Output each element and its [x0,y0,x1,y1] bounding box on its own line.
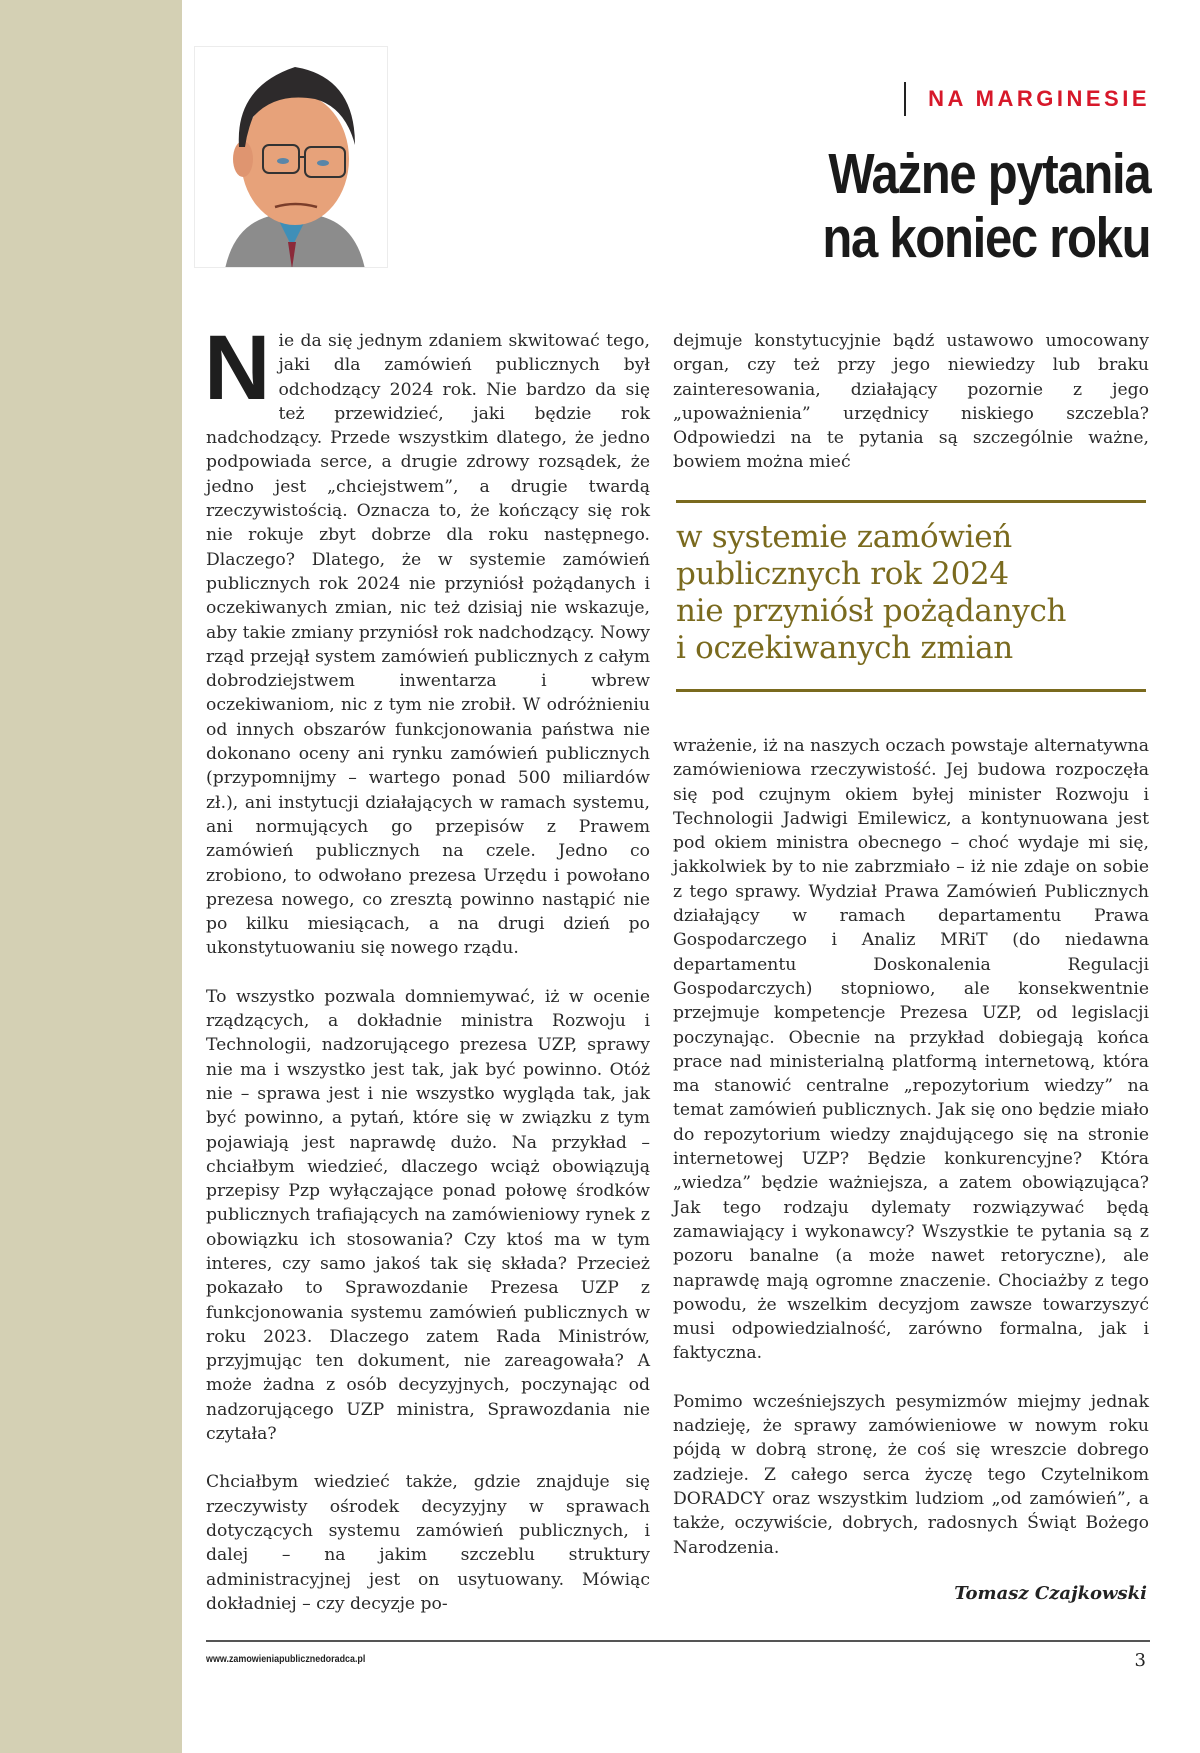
pull-quote-line: i oczekiwanych zmian [676,630,1013,666]
footer-website-link[interactable]: www.zamowieniapublicznedoradca.pl [206,1653,366,1665]
paragraph-1-text: ie da się jednym zdaniem skwitować tego, jaki dla zamówień publicznych był odchodzący 2024 rok. Nie bardzo da się też przewidzieć, jaki będzie rok nadchodzący. Przede wszystkim dlatego, że jedno podpowiada serce, a drugie zdrowy rozsądek, że jedno jest „chciejstwem”, a drugie twardą rzeczywistością. Oznacza to, że kończący się rok nie rokuje zbyt dobrze dla roku następnego. Dlaczego? Dlatego, że w systemie zamówień publicznych rok 2024 nie przyniósł pożądanych i oczekiwanych zmian, nic też dzisiaj nie wskazuje, aby takie zmiany przyniósł rok nadchodzący. Nowy rząd przejął system zamówień publicznych z całym dobrodziejstwem inwentarza i wbrew oczekiwaniom, nic z tym nie zrobił. W odróżnieniu od innych obszarów funkcjonowania państwa nie dokonano oceny ani rynku zamówień publicznych (przypomnijmy – wartego ponad 500 miliardów zł.), ani instytucji działających w ramach systemu, ani normujących go przepisów z Prawem zamówień publicznych na czele. Jedno co zrobiono, to odwołano prezesa Urzędu i powołano prezesa nowego, co zresztą powinno nastąpić nie po kilku miesiącach, a na drugi dzień po ukonstytuowaniu się nowego rządu. [206,331,650,959]
author-caricature-icon [195,47,388,268]
footer-divider [206,1640,1150,1642]
article-column-1 [204,317,650,1640]
side-color-band [0,0,182,1753]
article-title [822,142,1150,270]
pull-quote-line: nie przyniósł pożądanych [676,593,1067,629]
pull-quote-line: w systemie zamówień [676,519,1012,555]
paragraph-3: Chciałbym wiedzieć także, gdzie znajduje się rzeczywisty ośrodek decyzyjny w sprawach dotyczących systemu zamówień publicznych, i dalej – na jakim szczeblu struktury administracyjnej jest on usytuowany. Mówiąc dokładniej – czy decyzje po- [206,1472,650,1614]
pull-quote [676,500,1146,692]
pull-quote-bottom-rule [676,689,1146,692]
paragraph-5: Pomimo wcześniejszych pesymizmów miejmy jednak nadzieję, że sprawy zamówieniowe w nowym roku pójdą w dobrą stronę, że coś się wreszcie dobrego zadzieje. Z całego serca życzę tego Czytelnikom DORADCY oraz wszystkim ludziom „od zamówień”, a także, oczywiście, dobrych, radosnych Świąt Bożego Narodzenia. [673,1391,1149,1558]
title-line-1: Ważne pytania [828,142,1150,206]
pull-quote-text [676,503,1146,689]
pull-quote-line: publicznych rok 2024 [676,556,1009,592]
section-label: NA MARGINESIE [928,86,1150,111]
paragraph-1 [204,317,650,961]
paragraph-4: wrażenie, iż na naszych oczach powstaje alternatywna zamówieniowa rzeczywistość. Jej budowa rozpoczęła się pod czujnym okiem byłej minister Rozwoju i Technologii Jadwigi Emilewicz, a kontynuowana jest pod okiem ministra obecnego – choć wydaje mi się, jakkolwiek by to nie zabrzmiało – iż nie zdaje on sobie z tego sprawy. Wydział Prawa Zamówień Publicznych działający w ramach departamentu Prawa Gospodarczego i Analiz MRiT (do niedawna departamentu Doskonalenia Regulacji Gospodarczych) stopniowo, ale konsekwentnie przejmuje kompetencje Prezesa UZP, od legislacji poczynając. Obecnie na przykład dobiegają końca prace nad ministerialną platformą internetową, która ma stanowić centralne „repozytorium wiedzy” na temat zamówień publicznych. Jak się ono będzie miało do repozytorium wiedzy znajdującego się na stronie internetowej UZP? Będzie konkurencyjne? Która „wiedza” będzie ważniejsza, a zatem obowiązująca? Jak tego rodzaju dylematy rozwiązywać będą zamawiający i wykonawcy? Wszystkie te pytania są z pozoru banalne (a może nawet retoryczne), ale naprawdę mają ogromne znaczenie. Chociażby z tego powodu, że wszelkim decyzjom zawsze towarzyszyć musi odpowiedzialność, zarówno formalna, jak i faktyczna. [673,736,1149,1364]
article-column-2-bottom [673,734,1149,1584]
section-divider [904,82,906,116]
paragraph-3-continued: dejmuje konstytucyjnie bądź ustawowo umocowany organ, czy też przy jego niewiedzy lub braku zainteresowania, działający pozornie z jego „upoważnienia” urzędnicy niskiego szczebla? Odpowiedzi na te pytania są szczególnie ważne, bowiem można mieć [673,331,1149,473]
author-portrait [194,46,388,268]
article-column-2-top [673,329,1149,499]
author-signature: Tomasz Czajkowski [954,1583,1147,1604]
page-number: 3 [1134,1650,1146,1671]
paragraph-2: To wszystko pozwala domniemywać, iż w ocenie rządzących, a dokładnie ministra Rozwoju i Technologii, nadzorującego prezesa UZP, sprawy nie ma i wszystko jest tak, jak być powinno. Otóż nie – sprawa jest i nie wszystko wygląda tak, jak być powinno, a pytań, które się w związku z tym pojawiają jest naprawdę dużo. Na przykład – chciałbym wiedzieć, dlaczego wciąż obowiązują przepisy Pzp wyłączające ponad połowę środków publicznych trafiających na zamówieniowy rynek z obowiązku ich stosowania? Czy ktoś ma w tym interes, czy samo jakoś tak się składa? Przecież pokazało to Sprawozdanie Prezesa UZP z funkcjonowania systemu zamówień publicznych w roku 2023. Dlaczego zatem Rada Ministrów, przyjmując ten dokument, nie zareagowała? A może żadna z osób decyzyjnych, poczynając od nadzorującego UZP ministra, Sprawozdania nie czytała? [206,986,650,1445]
section-header [904,82,1150,116]
title-line-2: na koniec roku [822,206,1150,270]
drop-cap: N [204,317,271,419]
